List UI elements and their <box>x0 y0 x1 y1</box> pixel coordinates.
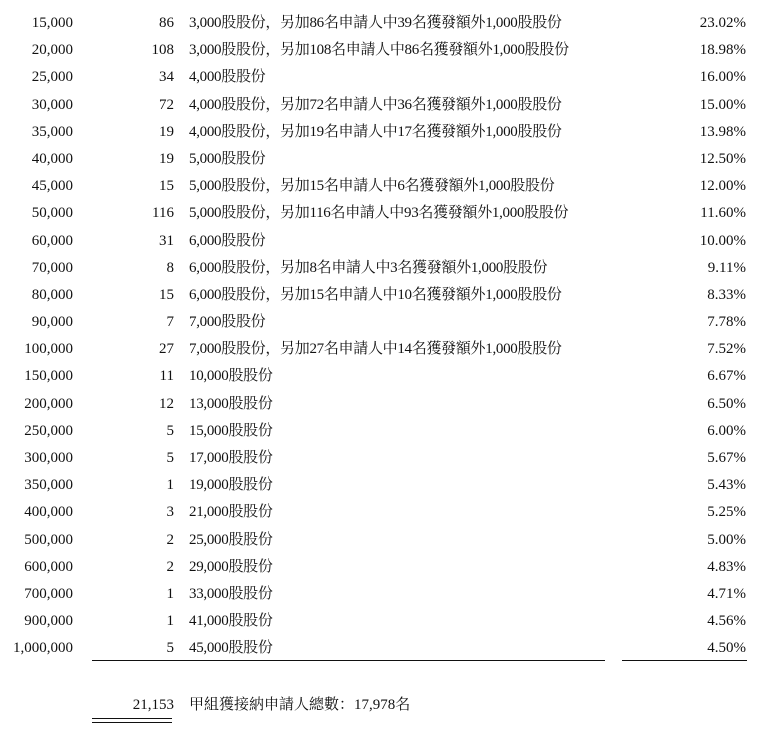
table-row <box>0 418 761 445</box>
table-row <box>0 336 761 363</box>
table-row <box>0 64 761 91</box>
allotment-basis-cell: 6,000股股份，另加15名申請人中10名獲發額外1,000股股份 <box>189 286 562 303</box>
allotment-basis-cell: 10,000股股份 <box>189 368 273 385</box>
applicant-count-cell: 31 <box>159 232 174 249</box>
total-accepted-label: 甲組獲接納申請人總數：17,978名 <box>189 697 411 713</box>
applicant-count-cell: 5 <box>166 640 174 657</box>
table-row <box>0 635 761 662</box>
applicant-count-cell: 1 <box>166 613 174 630</box>
applicant-count-cell: 2 <box>166 531 174 548</box>
allotment-basis-cell: 4,000股股份，另加72名申請人中36名獲發額外1,000股股份 <box>189 96 562 113</box>
applicant-count-cell: 19 <box>159 123 174 140</box>
table-row <box>0 146 761 173</box>
table-row <box>0 554 761 581</box>
table-row <box>0 173 761 200</box>
allotment-percentage-cell: 5.25% <box>707 504 746 521</box>
allotment-percentage-cell: 4.83% <box>707 558 746 575</box>
applicant-count-cell: 27 <box>159 341 174 358</box>
shares-applied-cell: 80,000 <box>31 286 73 303</box>
allotment-basis-cell: 3,000股股份，另加108名申請人中86名獲發額外1,000股股份 <box>189 42 569 59</box>
applicant-count-cell: 1 <box>166 585 174 602</box>
shares-applied-cell: 700,000 <box>24 585 73 602</box>
allotment-percentage-cell: 15.00% <box>699 96 746 113</box>
shares-applied-cell: 35,000 <box>31 123 73 140</box>
total-double-rule-bottom <box>92 722 172 723</box>
table-row <box>0 92 761 119</box>
table-row <box>0 499 761 526</box>
applicant-count-cell: 5 <box>166 450 174 466</box>
allotment-basis-cell: 25,000股股份 <box>189 531 273 548</box>
table-row <box>0 363 761 390</box>
table-row <box>0 608 761 635</box>
shares-applied-cell: 15,000 <box>31 15 73 31</box>
applicant-count-cell: 15 <box>159 286 174 303</box>
allotment-basis-cell: 17,000股股份 <box>189 450 273 466</box>
table-row <box>0 37 761 64</box>
allotment-basis-cell: 6,000股股份，另加8名申請人中3名獲發額外1,000股股份 <box>189 259 548 276</box>
table-row <box>0 255 761 282</box>
applicant-count-cell: 3 <box>166 504 174 521</box>
total-applicants: 21,153 <box>132 697 174 713</box>
shares-applied-cell: 60,000 <box>31 232 73 249</box>
allotment-basis-cell: 29,000股股份 <box>189 558 273 575</box>
allotment-basis-cell: 19,000股股份 <box>189 477 273 494</box>
table-row <box>0 309 761 336</box>
allotment-percentage-cell: 7.52% <box>707 341 746 358</box>
allotment-percentage-cell: 7.78% <box>707 314 746 331</box>
allotment-percentage-cell: 12.00% <box>699 178 746 195</box>
table-row <box>0 228 761 255</box>
shares-applied-cell: 300,000 <box>24 450 73 466</box>
shares-applied-cell: 600,000 <box>24 558 73 575</box>
allotment-percentage-cell: 16.00% <box>699 69 746 86</box>
shares-applied-cell: 900,000 <box>24 613 73 630</box>
shares-applied-cell: 400,000 <box>24 504 73 521</box>
allotment-percentage-cell: 5.00% <box>707 531 746 548</box>
applicant-count-cell: 19 <box>159 150 174 167</box>
shares-applied-cell: 100,000 <box>24 341 73 358</box>
allotment-basis-cell: 7,000股股份，另加27名申請人中14名獲發額外1,000股股份 <box>189 341 562 358</box>
applicant-count-cell: 116 <box>152 205 174 222</box>
shares-applied-cell: 50,000 <box>31 205 73 222</box>
applicant-count-cell: 72 <box>159 96 174 113</box>
table-row <box>0 10 761 37</box>
allotment-basis-cell: 6,000股股份 <box>189 232 266 249</box>
shares-applied-cell: 90,000 <box>31 314 73 331</box>
allotment-percentage-cell: 12.50% <box>699 150 746 167</box>
applicant-count-cell: 34 <box>159 69 174 86</box>
shares-applied-cell: 20,000 <box>31 42 73 59</box>
applicant-count-cell: 11 <box>159 368 174 385</box>
allotment-percentage-cell: 4.71% <box>707 585 746 602</box>
allotment-percentage-cell: 6.50% <box>707 395 746 412</box>
table-row <box>0 581 761 608</box>
table-row <box>0 391 761 418</box>
applicant-count-cell: 8 <box>166 259 174 276</box>
table-row <box>0 527 761 554</box>
subtotal-rule-right <box>622 660 747 661</box>
allotment-percentage-cell: 6.67% <box>707 368 746 385</box>
allotment-basis-cell: 5,000股股份，另加15名申請人中6名獲發額外1,000股股份 <box>189 178 555 195</box>
allotment-basis-cell: 33,000股股份 <box>189 585 273 602</box>
allotment-percentage-cell: 9.11% <box>707 259 746 276</box>
allotment-basis-cell: 13,000股股份 <box>189 395 273 412</box>
applicant-count-cell: 7 <box>166 314 174 331</box>
shares-applied-cell: 250,000 <box>24 422 73 439</box>
shares-applied-cell: 500,000 <box>24 531 73 548</box>
shares-applied-cell: 30,000 <box>31 96 73 113</box>
total-row <box>0 693 761 717</box>
allotment-basis-cell: 5,000股股份，另加116名申請人中93名獲發額外1,000股股份 <box>189 205 569 222</box>
table-row <box>0 445 761 472</box>
allotment-basis-cell: 4,000股股份，另加19名申請人中17名獲發額外1,000股股份 <box>189 123 562 140</box>
applicant-count-cell: 1 <box>166 477 174 494</box>
allotment-percentage-cell: 18.98% <box>699 42 746 59</box>
shares-applied-cell: 25,000 <box>31 69 73 86</box>
table-row <box>0 282 761 309</box>
shares-applied-cell: 150,000 <box>24 368 73 385</box>
allotment-percentage-cell: 8.33% <box>707 286 746 303</box>
allotment-basis-cell: 3,000股股份，另加86名申請人中39名獲發額外1,000股股份 <box>189 15 562 31</box>
allotment-percentage-cell: 11.60% <box>700 205 746 222</box>
allotment-basis-cell: 15,000股股份 <box>189 422 273 439</box>
shares-applied-cell: 70,000 <box>31 259 73 276</box>
allotment-table <box>0 10 761 663</box>
allotment-percentage-cell: 4.50% <box>707 640 746 657</box>
table-row <box>0 200 761 227</box>
shares-applied-cell: 1,000,000 <box>13 640 73 657</box>
allotment-basis-cell: 7,000股股份 <box>189 314 266 331</box>
allotment-basis-cell: 21,000股股份 <box>189 504 273 521</box>
applicant-count-cell: 2 <box>166 558 174 575</box>
allotment-percentage-cell: 5.67% <box>707 450 746 466</box>
applicant-count-cell: 15 <box>159 178 174 195</box>
table-row <box>0 119 761 146</box>
applicant-count-cell: 86 <box>159 15 174 31</box>
subtotal-rule-left <box>92 660 605 661</box>
applicant-count-cell: 12 <box>159 395 174 412</box>
allotment-basis-cell: 5,000股股份 <box>189 150 266 167</box>
applicant-count-cell: 108 <box>151 42 174 59</box>
shares-applied-cell: 200,000 <box>24 395 73 412</box>
applicant-count-cell: 5 <box>166 422 174 439</box>
allotment-percentage-cell: 10.00% <box>699 232 746 249</box>
table-row <box>0 472 761 499</box>
allotment-percentage-cell: 5.43% <box>707 477 746 494</box>
allotment-basis-cell: 45,000股股份 <box>189 640 273 657</box>
allotment-percentage-cell: 6.00% <box>707 422 746 439</box>
allotment-percentage-cell: 13.98% <box>699 123 746 140</box>
shares-applied-cell: 45,000 <box>31 178 73 195</box>
allotment-basis-cell: 41,000股股份 <box>189 613 273 630</box>
allotment-percentage-cell: 23.02% <box>699 15 746 31</box>
shares-applied-cell: 350,000 <box>24 477 73 494</box>
allotment-percentage-cell: 4.56% <box>707 613 746 630</box>
allotment-basis-cell: 4,000股股份 <box>189 69 266 86</box>
total-double-rule-top <box>92 718 172 719</box>
shares-applied-cell: 40,000 <box>31 150 73 167</box>
